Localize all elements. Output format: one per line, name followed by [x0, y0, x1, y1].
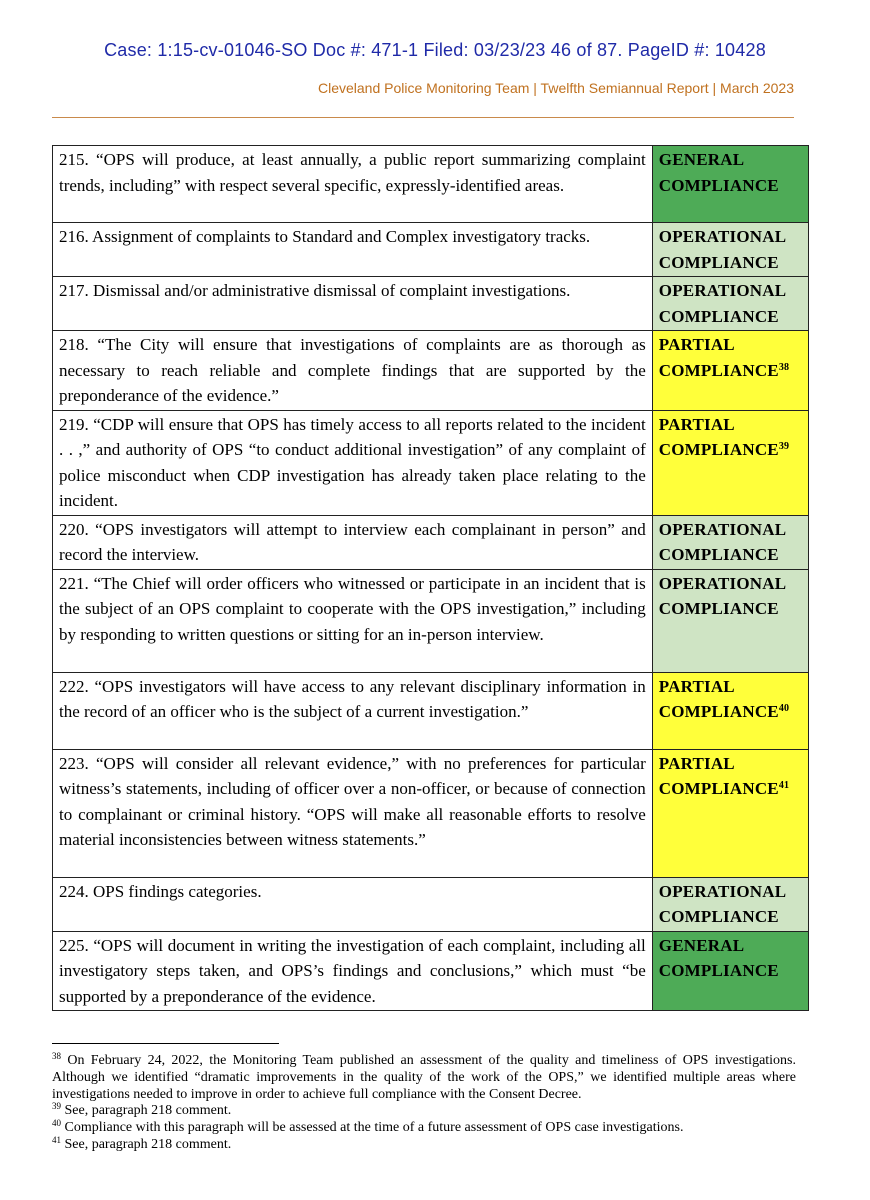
paragraph-description: 221. “The Chief will order officers who witnessed or participate in an incident that is the subject of an OPS complaint to cooperate with the OPS investigation,” including by responding to written questions or sitting for an in-person interview. [53, 569, 653, 672]
status-compliance: COMPLIANCE [658, 306, 779, 326]
table-row [53, 331, 809, 411]
footnote-ref[interactable]: 40 [778, 703, 790, 714]
footnotes [52, 1053, 796, 1154]
footnote [52, 1120, 796, 1137]
paragraph-description: 220. “OPS investigators will attempt to interview each complainant in person” and record the interview. [53, 515, 653, 569]
status-compliance: COMPLIANCE [658, 702, 779, 721]
compliance-status [652, 410, 808, 515]
footnote [52, 1134, 796, 1154]
table-row [53, 146, 809, 223]
status-compliance: COMPLIANCE [658, 961, 779, 980]
header-rule [52, 117, 794, 118]
table-row [53, 931, 809, 1011]
paragraph-description: 222. “OPS investigators will have access to any relevant disciplinary information in the record of an officer who is the subject of a current investigation.” [53, 672, 653, 749]
table-row [53, 877, 809, 931]
paragraph-description: 224. OPS findings categories. [53, 877, 653, 931]
table-row [53, 410, 809, 515]
status-compliance: COMPLIANCE [658, 440, 779, 459]
compliance-table [52, 145, 809, 1011]
status-word: OPERATIONAL [658, 519, 787, 539]
footnote-number: 41 [52, 1134, 61, 1145]
compliance-status [652, 931, 808, 1011]
status-word: OPERATIONAL [658, 881, 787, 901]
footnote-number: 38 [52, 1051, 61, 1061]
footnote-separator [52, 1043, 279, 1044]
paragraph-description: 223. “OPS will consider all relevant evidence,” with no preferences for particular witness’s statements, including of officer over a non-officer, or because of connection to complainant or criminal history. “OPS will make all reasonable efforts to resolve material inconsistencies between witness statements.” [53, 749, 653, 877]
status-compliance: COMPLIANCE [658, 907, 779, 926]
status-compliance: COMPLIANCE [658, 360, 779, 380]
footnote [52, 1103, 796, 1120]
compliance-status [652, 331, 808, 411]
table-row [53, 749, 809, 877]
paragraph-description: 218. “The City will ensure that investigations of complaints are as thorough as necessary to reach reliable and complete findings that are supported by the preponderance of the evidence.” [53, 331, 653, 411]
compliance-status [652, 672, 808, 749]
status-compliance: COMPLIANCE [658, 545, 779, 564]
footnote-number: 39 [52, 1101, 61, 1112]
status-compliance: COMPLIANCE [658, 599, 779, 618]
status-word: PARTIAL [658, 414, 735, 434]
status-compliance: COMPLIANCE [658, 175, 779, 195]
compliance-status [652, 569, 808, 672]
status-compliance: COMPLIANCE [658, 779, 779, 798]
table-row [53, 277, 809, 331]
table-row [53, 223, 809, 277]
compliance-status [652, 146, 808, 223]
paragraph-description: 216. Assignment of complaints to Standard and Complex investigatory tracks. [53, 223, 653, 277]
paragraph-description: 219. “CDP will ensure that OPS has timely access to all reports related to the incident . . ,” and authority of OPS “to conduct additional investigation” of any complaint of police misconduct when CDP investigation has already taken place relating to the incident. [53, 410, 653, 515]
footnote-text: See, paragraph 218 comment. [64, 1103, 232, 1119]
status-compliance: COMPLIANCE [658, 252, 779, 272]
table-row [53, 515, 809, 569]
footnote-text: See, paragraph 218 comment. [64, 1136, 232, 1152]
footnote-ref[interactable]: 38 [778, 361, 790, 373]
footnote-number: 40 [52, 1118, 61, 1129]
status-word: PARTIAL [658, 676, 735, 696]
status-word: OPERATIONAL [658, 281, 787, 300]
footnote-text: On February 24, 2022, the Monitoring Team published an assessment of the quality and timeliness of OPS investigations. Although we identified “dramatic improvements in the quality of the work of the OPS,” we identified multiple areas where investigations needed to improve in order to achieve full compliance with the Consent Decree. [52, 1053, 797, 1102]
paragraph-description: 217. Dismissal and/or administrative dismissal of complaint investigations. [53, 277, 653, 331]
status-word: PARTIAL [658, 753, 735, 773]
footnote-ref[interactable]: 41 [778, 780, 790, 791]
footnote-text: Compliance with this paragraph will be assessed at the time of a future assessment of OPS case investigations. [64, 1120, 684, 1136]
table-row [53, 672, 809, 749]
compliance-status [652, 277, 808, 331]
footnote-ref[interactable]: 39 [778, 441, 790, 452]
status-word: PARTIAL [658, 335, 735, 354]
paragraph-description: 215. “OPS will produce, at least annually, a public report summarizing complaint trends, including” with respect several specific, expressly-identified areas. [53, 146, 653, 223]
paragraph-description: 225. “OPS will document in writing the investigation of each complaint, including all investigatory steps taken, and OPS’s findings and conclusions,” which must “be supported by a preponderance of the evidence. [53, 931, 653, 1011]
footnote [52, 1053, 796, 1103]
compliance-status [652, 877, 808, 931]
status-word: OPERATIONAL [658, 573, 787, 593]
compliance-status [652, 515, 808, 569]
status-word: GENERAL [658, 935, 745, 955]
report-title: Cleveland Police Monitoring Team | Twelfth Semiannual Report | March 2023 [317, 80, 794, 96]
compliance-status [652, 749, 808, 877]
case-header: Case: 1:15-cv-01046-SO Doc #: 471-1 Filed: 03/23/23 46 of 87. PageID #: 10428 [104, 40, 766, 60]
table-row [53, 569, 809, 672]
status-word: OPERATIONAL [658, 227, 787, 246]
status-word: GENERAL [658, 150, 745, 169]
compliance-status [652, 223, 808, 277]
